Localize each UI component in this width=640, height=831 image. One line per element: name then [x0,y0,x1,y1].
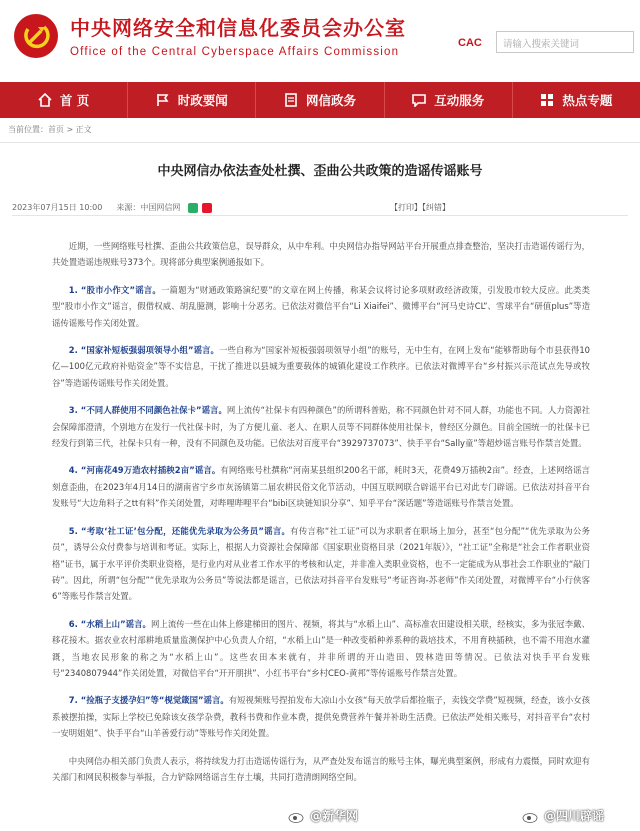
divider [0,142,640,143]
search-input[interactable]: 请输入搜索关键词 [496,31,634,53]
nav-label: 时政要闻 [177,93,228,108]
site-header [0,0,640,82]
article-title: 中央网信办依法查处杜撰、歪曲公共政策的造谣传谣账号 [157,164,483,179]
party-emblem-logo[interactable] [14,14,58,58]
chat-icon [412,93,426,107]
case-paragraph: 2. “国家补短板强弱项领导小组”谣言。一些自称为“国家补短板强弱项领导小组”的账号，无中生有，在网上发布“能够帮助每个市县获得10亿—100亿元政府补贴资金”等不实信息，干扰了推进以县城为重要载体的城镇化建设工作秩序。已依法对微博平台“乡村振兴示范试点先导或牧谷”等造谣传谣账号作关闭处置。 [52,345,590,388]
cac-logo: CAC [458,37,482,49]
nav-label: 热点专题 [562,93,613,108]
nav-item-topics[interactable] [513,82,640,118]
case-paragraph: 5. “考取‘社工证’包分配，还能优先录取为公务员”谣言。有传言称“社工证”可以为求职者在职场上加分，甚至“包分配”“优先录取为公务员”，诱导公众付费参与培训和考证。实际上，根据人力资源社会保障部《国家职业资格目录（2021年版）》，“社工证”全称是“社会工作者职业资格”证书，属于水平评价类职业资格，是行业内对从业者工作水平的考核和认定，并非准入类职业资格，也不一定能成为从事社会工作职业的“敲门砖”。因此，所谓“包分配”“优先录取为公务员”等说法都是谣言，已依法对抖音平台发账号“考证咨询-苏老师”作关闭处置，对微博平台“小行侠客6”等账号作禁言处置。 [52,525,590,602]
nav-label: 网信政务 [306,93,357,108]
watermark-sichuan: @四川辟谣 [522,807,604,824]
article-paragraph: 中央网信办相关部门负责人表示，将持续发力打击造谣传谣行为，从严查处发布谣言的账号主体，曝光典型案例，形成有力震慑，同时欢迎有关部门和网民积极参与举报，合力铲除网络谣言生存土壤，共同打造清朗网络空间。 [52,755,590,782]
weibo-icon [288,809,306,823]
watermark-xinhua: @新华网 [288,807,358,824]
case-paragraph: 1. “股市小作文”谣言。一篇题为“财通政策路演纪要”的文章在网上传播，称某会议将讨论多项财政经济政策，引发股市较大反应。此类类型“股市小作文”谣言，假借权威、胡乱臆测，影响十分恶劣。已依法对微信平台“Li Xiaifei”、微博平台“河马史诗CL”、雪球平台“研值plus”等造谣传谣账号作关闭处置。 [52,284,590,328]
nav-item-news[interactable] [128,82,256,118]
flag-icon [156,93,170,107]
case-paragraph: 7. “捡瓶子支援孕妇”等“枧觉箴国”谣言。有短视频账号捏拍发布大凉山小女孩“每天放学后都捡瓶子，卖钱交学费”短视频，经查，该小女孩系被摆拍操，实际上学校已免除该女孩学杂费，教科书费和作业本费，提供免费营养午餐并补助生活费。已依法严处相关账号，对抖音平台“农村一安明姐姐”、快手平台“山羊善爱行动”等账号作关闭处置。 [52,695,590,739]
nav-label: 互动服务 [434,93,485,108]
article-paragraph: 近期，一些网络账号杜撰、歪曲公共政策信息，误导群众，从中牟利。中央网信办指导网站平台开展重点排查整治，坚决打击造谣传谣行为，共处置造谣违规账号373个。现将部分典型案例通报如下。 [52,241,590,268]
article-body [52,238,590,796]
nav-label: 首 页 [59,93,90,108]
case-paragraph: 6. “水稻上山”谣言。网上流传一些在山体上修建梯田的图片、视频，将其与“水稻上山”、高标准农田建设相关联，经核实，多为张冠李戴、移花接木。据农业农村部耕地质量监测保护中心负责人介绍，“水稻上山”是一种改变稻种养系种的栽培技术，不用育秧插秧，也不需不用泡水灌溉，当地农民形象的称之为“水稻上山”。这些农田本来就有，并非所谓的开山造田、毁林造田等情况。已依法对快手平台发账号“2340807944”作关闭处置，对微信平台“开开朋拱”、小红书平台“乡村CEO-黄邦”等传谣账号作禁言处置。 [52,618,590,678]
home-icon [38,93,52,107]
site-title-cn: 中央网络安全和信息化委员会办公室 [70,16,406,40]
share-weibo-icon[interactable] [202,203,212,213]
case-paragraph: 3. “不同人群使用不同颜色社保卡”谣言。网上流传“社保卡有四种颜色”的所谓科普贴，称不同颜色针对不同人群，功能也不同。人力资源社会保障部澄清，个别地方在发行一代社保卡时，为了方便儿童、老人、在职人员等不同群体使用社保卡，曾经区分颜色。目前全国统一的社保卡已经发行到第三代，社保卡只有一种，没有不同颜色及功能。已依法对百度平台“3929737073”、快手平台“Sally童”等超炒谣言账号作禁言处置。 [52,405,590,449]
article-meta [12,202,628,213]
article-source: 来源：中国网信网 [116,203,181,212]
site-title[interactable] [70,12,406,58]
weibo-icon [522,809,540,823]
share-icons [188,203,212,213]
breadcrumb[interactable]: 当前位置：首页 > 正文 [8,125,92,134]
nav-item-affairs[interactable] [256,82,384,118]
share-wechat-icon[interactable] [188,203,198,213]
case-paragraph: 4. “河南花49万造农村插秧2亩”谣言。有网络账号杜撰称“河南某县组织200名干部，耗时3天，花费49万插秧2亩”。经查，上述网络谣言刻意歪曲，在2023年4月14日的湖南省宁乡市灰汤镇第二届农耕民俗文化节活动，中国互联网联合辟谣平台已对此专门辟谣。已依法对抖音平台发账号“大边角料子之tt有料”作关闭处置，对哔哩哔哩平台“bibi区块链知识分享”、知乎平台“深话题”等造谣账号作禁言处置。 [52,465,590,509]
main-nav [0,82,640,118]
document-icon [284,93,298,107]
divider [12,215,628,216]
article-date: 2023年07月15日 10:00 [12,203,103,212]
article-tools[interactable]: 【打印】【纠错】 [390,203,450,212]
nav-item-home[interactable] [0,82,128,118]
site-title-en: Office of the Central Cyberspace Affairs Commission [70,46,400,58]
hotspot-icon [540,93,554,107]
nav-item-interactive[interactable] [385,82,513,118]
